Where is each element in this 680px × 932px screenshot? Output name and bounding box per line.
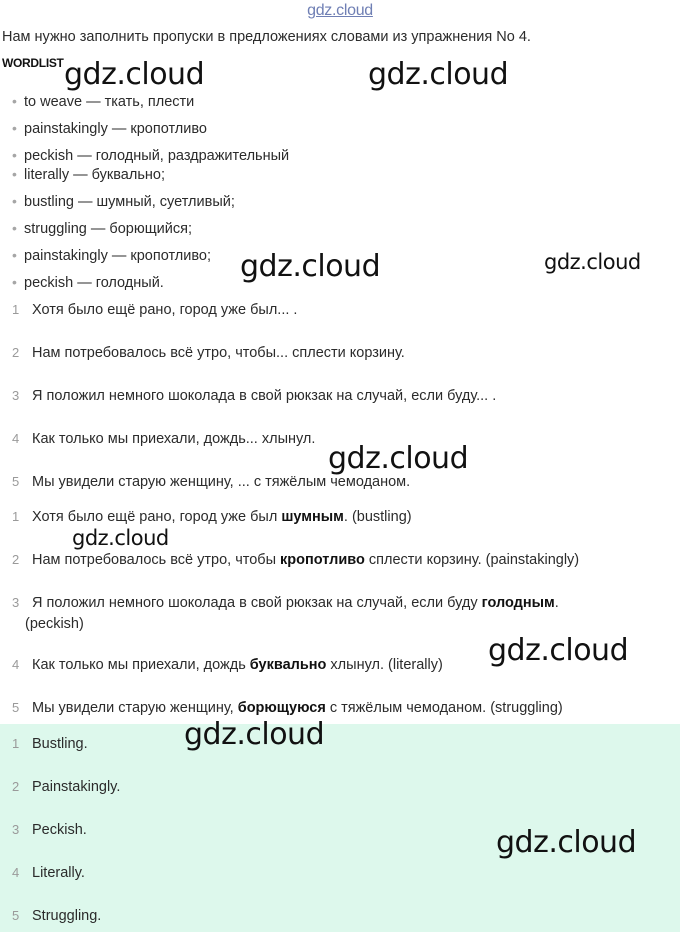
bullet-icon: • (12, 166, 17, 182)
wordlist-item: • bustling — шумный, суетливый; (12, 193, 235, 210)
bullet-icon: • (12, 193, 17, 209)
filled-sentence: 1 Хотя было ещё рано, город уже был шумным. (bustling) (12, 509, 412, 525)
bullet-icon: • (12, 220, 17, 236)
bullet-icon: • (12, 147, 17, 163)
wordlist-item: • literally — буквально; (12, 166, 165, 183)
bullet-icon: • (12, 274, 17, 290)
wordlist-title: WORDLIST (2, 56, 64, 70)
bullet-icon: • (12, 93, 17, 109)
answer-word: шумным (281, 509, 344, 525)
watermark: gdz.cloud (64, 57, 205, 92)
filled-sentence: 5 Мы увидели старую женщину, борющуюся с тяжёлым чемоданом. (struggling) (12, 700, 563, 716)
wordlist-item: • peckish — голодный, раздражительный (12, 147, 290, 164)
wordlist-item: • painstakingly — кропотливо (12, 120, 207, 137)
answer-item: 1 Bustling. (12, 736, 88, 752)
answer-word: буквально (249, 657, 327, 673)
sentence-item: 1 Хотя было ещё рано, город уже был... . (12, 302, 298, 318)
answer-item: 2 Painstakingly. (12, 779, 121, 795)
answer-word: борющуюся (237, 700, 326, 716)
answer-item: 5 Struggling. (12, 908, 102, 924)
watermark: gdz.cloud (240, 249, 381, 284)
filled-sentence: 3 Я положил немного шоколада в свой рюкзак на случай, если буду голодным. (peckish) (12, 595, 559, 632)
answer-item: 3 Peckish. (12, 822, 87, 838)
intro-text: Нам нужно заполнить пропуски в предложениях словами из упражнения No 4. (2, 29, 531, 45)
sentence-item: 3 Я положил немного шоколада в свой рюкзак на случай, если буду... . (12, 388, 497, 404)
answer-word: кропотливо (280, 552, 365, 568)
site-header-link[interactable]: gdz.cloud (307, 2, 373, 19)
watermark: gdz.cloud (544, 250, 641, 274)
wordlist-item: • struggling — борющийся; (12, 220, 192, 237)
wordlist-item: • painstakingly — кропотливо; (12, 247, 211, 264)
answer-item: 4 Literally. (12, 865, 85, 881)
filled-sentence: 4 Как только мы приехали, дождь буквально хлынул. (literally) (12, 657, 443, 673)
bullet-icon: • (12, 247, 17, 263)
answer-word: голодным (481, 595, 555, 611)
bullet-icon: • (12, 120, 17, 136)
filled-sentence: 2 Нам потребовалось всё утро, чтобы кропотливо сплести корзину. (painstakingly) (12, 552, 580, 568)
watermark: gdz.cloud (328, 441, 469, 476)
sentence-item: 4 Как только мы приехали, дождь... хлынул. (12, 431, 316, 447)
wordlist-item: • peckish — голодный. (12, 274, 164, 291)
sentence-item: 5 Мы увидели старую женщину, ... с тяжёлым чемоданом. (12, 474, 411, 490)
watermark: gdz.cloud (488, 633, 629, 668)
watermark: gdz.cloud (496, 825, 637, 860)
sentence-item: 2 Нам потребовалось всё утро, чтобы... сплести корзину. (12, 345, 405, 361)
watermark: gdz.cloud (368, 57, 509, 92)
watermark: gdz.cloud (184, 717, 325, 752)
watermark: gdz.cloud (72, 526, 169, 550)
wordlist-item: • to weave — ткать, плести (12, 93, 195, 110)
